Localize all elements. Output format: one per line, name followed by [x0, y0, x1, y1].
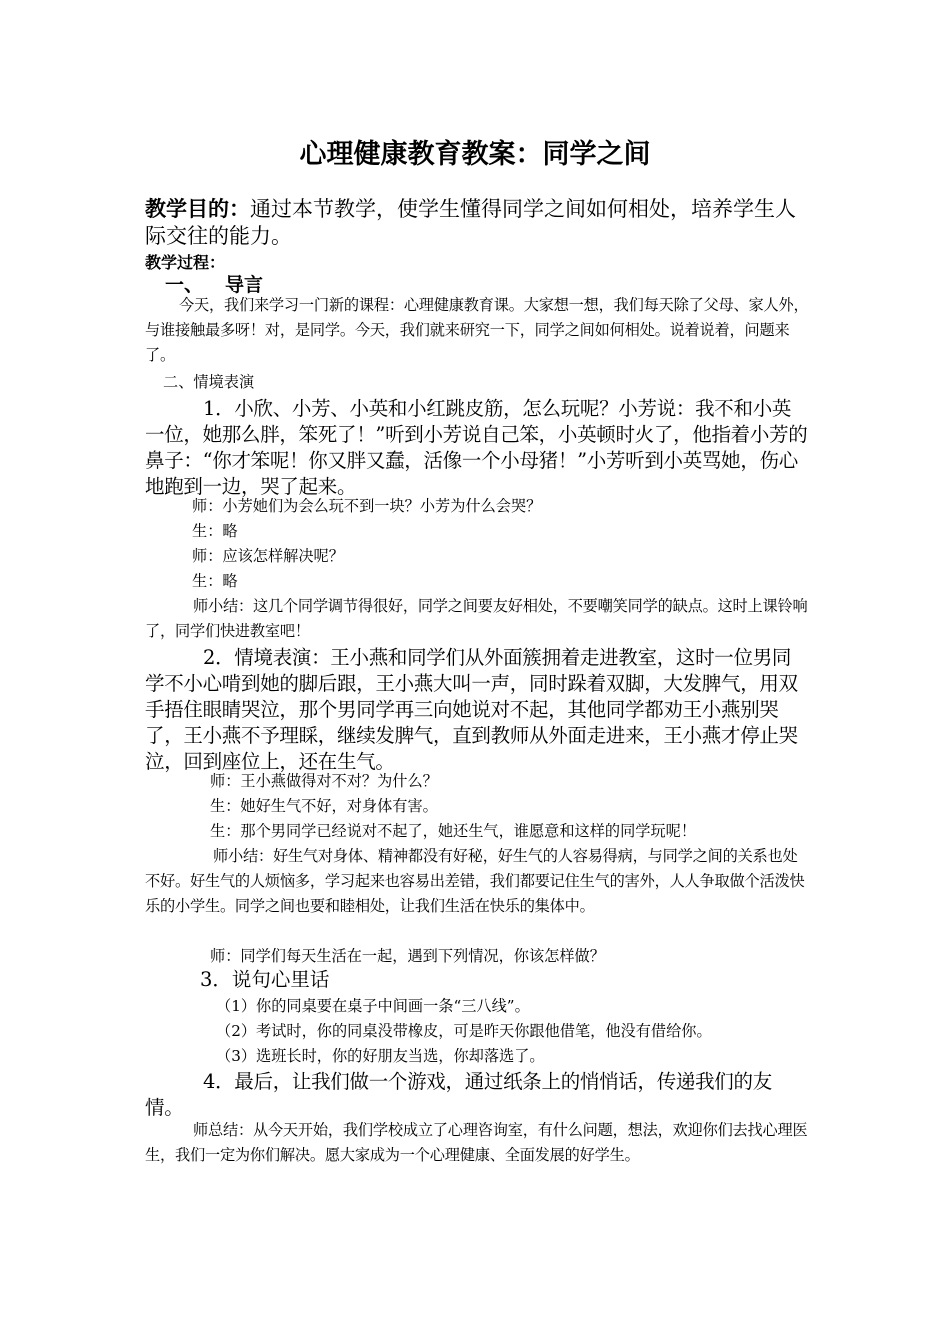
section2-heading: 二、情境表演 [163, 373, 255, 391]
scene2-prompt: 师：同学们每天生活在一起，遇到下列情况，你该怎样做？ [210, 947, 605, 965]
scene3-item: （3）选班长时，你的好朋友当选，你却落选了。 [216, 1047, 545, 1065]
objective-paragraph [145, 196, 810, 250]
objective-label: 教学目的： [145, 197, 250, 221]
scene2-answer-2: 生：那个男同学已经说对不起了，她还生气，谁愿意和这样的同学玩呢！ [210, 822, 696, 840]
scene2-question-1: 师：王小燕做得对不对？为什么？ [210, 772, 438, 790]
scene1-question-1: 师：小芳她们为会么玩不到一块？小芳为什么会哭？ [192, 497, 542, 515]
objective-text: 通过本节教学，使学生懂得同学之间如何相处，培养学生人际交往的能力。 [145, 197, 796, 248]
intro-number: 一、 [165, 274, 204, 296]
intro-paragraph: 今天，我们来学习一门新的课程：心理健康教育课。大家想一想，我们每天除了父母、家人外，与谁接触最多呀！对，是同学。今天，我们就来研究一下，同学之间如何相处。说着说着，问题来了。 [145, 296, 809, 364]
scene1-story: 1．小欣、小芳、小英和小红跳皮筋，怎么玩呢？小芳说：我不和小英一位，她那么胖，笨死了！”听到小芳说自己笨，小英顿时火了，他指着小芳的鼻子：“你才笨呢！你又胖又蠢，活像一个小母猪！”小芳听到小英骂她，伤心地跑到一边，哭了起来。 [145, 397, 808, 498]
scene2-answer-1: 生：她好生气不好，对身体有害。 [210, 797, 438, 815]
scene1-summary: 师小结：这几个同学调节得很好，同学之间要友好相处，不要嘲笑同学的缺点。这时上课铃响了，同学们快进教室吧！ [145, 597, 808, 640]
page-title: 心理健康教育教案：同学之间 [299, 139, 651, 170]
scene1-question-2: 师：应该怎样解决呢？ [192, 547, 344, 565]
scene2-summary: 师小结：好生气对身体、精神都没有好秘，好生气的人容易得病，与同学之间的关系也处不好。好生气的人烦恼多，学习起来也容易出差错，我们都要记住生气的害外，人人争取做个活泼快乐的小学生。同学之间也要和睦相处，让我们生活在快乐的集体中。 [145, 847, 805, 915]
process-label: 教学过程： [145, 253, 226, 272]
scene1-answer-1: 生：略 [192, 522, 238, 540]
scene2-story: 2．情境表演：王小燕和同学们从外面簇拥着走进教室，这时一位男同学不小心啃到她的脚后跟，王小燕大叫一声，同时跺着双脚，大发脾气，用双手捂住眼睛哭泣，那个男同学再三向她说对不起，其他同学都劝王小燕别哭了，王小燕不予理睬，继续发脾气，直到教师从外面走进来，王小燕才停止哭泣，回到座位上，还在生气。 [145, 646, 798, 773]
scene3-item: （1）你的同桌要在桌子中间画一条“三八线”。 [216, 997, 530, 1015]
scene3-item: （2）考试时，你的同桌没带橡皮，可是昨天你跟他借笔，他没有借给你。 [216, 1022, 712, 1040]
scene3-heading: 3．说句心里话 [200, 968, 330, 991]
intro-heading-text: 导言 [225, 274, 264, 296]
scene4-paragraph: 4．最后，让我们做一个游戏，通过纸条上的悄悄话，传递我们的友情。 [145, 1070, 772, 1119]
conclusion-paragraph: 师总结：从今天开始，我们学校成立了心理咨询室，有什么问题，想法，欢迎你们去找心理医生，我们一定为你们解决。愿大家成为一个心理健康、全面发展的好学生。 [145, 1121, 808, 1164]
scene1-answer-2: 生：略 [192, 572, 238, 590]
